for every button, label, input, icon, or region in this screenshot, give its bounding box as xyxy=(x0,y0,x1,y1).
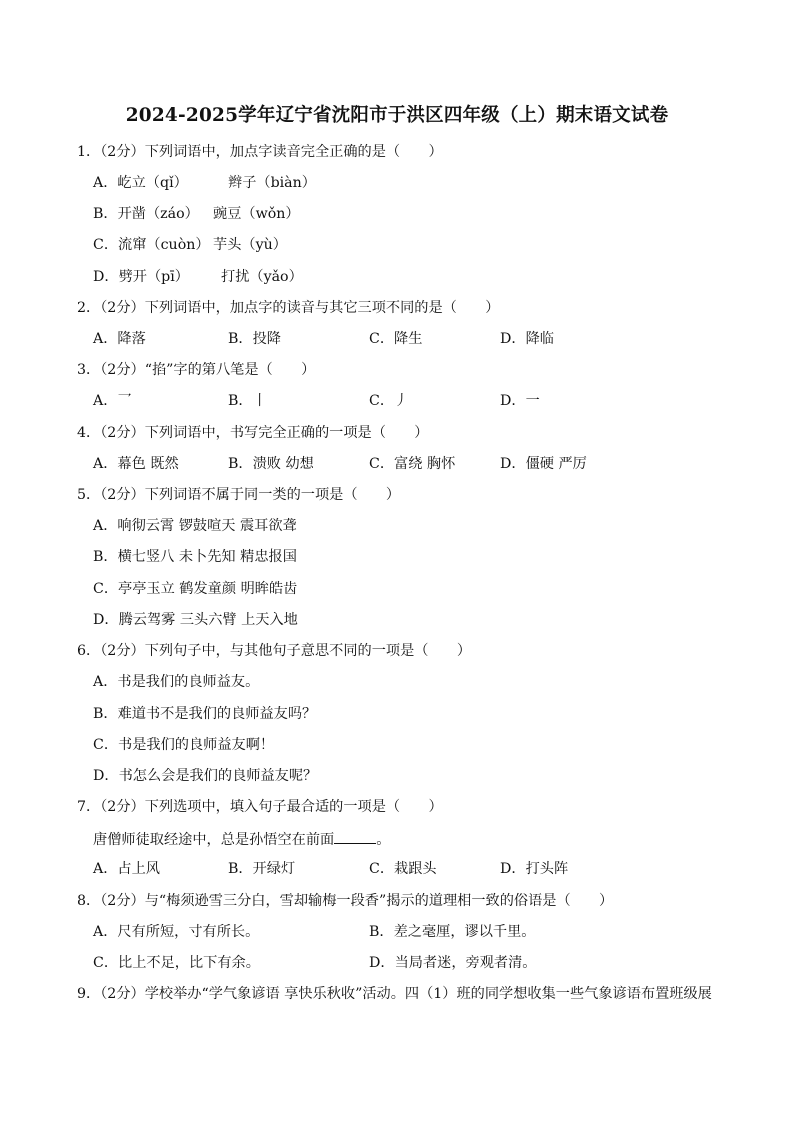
q7-option-c: C．栽跟头 xyxy=(369,861,437,877)
exam-title: 2024-2025学年辽宁省沈阳市于洪区四年级（上）期末语文试卷 xyxy=(125,105,669,126)
q1-option-d-word1: D．劈开（pī） xyxy=(93,269,189,285)
q4-option-d: D．僵硬 严厉 xyxy=(500,456,587,472)
q2-option-d: D．降临 xyxy=(500,331,554,347)
q6-option-d: D．书怎么会是我们的良师益友呢？ xyxy=(93,768,318,784)
q6-option-c: C．书是我们的良师益友啊！ xyxy=(93,737,275,753)
question-6-stem: 6．（2分）下列句子中，与其他句子意思不同的一项是（ ） xyxy=(77,643,472,659)
q5-option-b: B．横七竖八 未卜先知 精忠报国 xyxy=(93,549,297,565)
q6-option-b: B．难道书不是我们的良师益友吗？ xyxy=(93,706,317,722)
q4-option-c: C．富绕 胸怀 xyxy=(369,456,456,472)
question-4-stem: 4．（2分）下列词语中，书写完全正确的一项是（ ） xyxy=(77,425,429,441)
q7-sentence-after: 。 xyxy=(376,832,391,848)
q6-option-a: A．书是我们的良师益友。 xyxy=(93,674,260,690)
q5-option-a: A．响彻云霄 锣鼓喧天 震耳欲聋 xyxy=(93,518,297,534)
question-7-stem: 7．（2分）下列选项中，填入句子最合适的一项是（ ） xyxy=(77,799,443,815)
q2-option-a: A．降落 xyxy=(93,331,146,347)
question-2-stem: 2．（2分）下列词语中，加点字的读音与其它三项不同的是（ ） xyxy=(77,300,500,316)
question-5-stem: 5．（2分）下列词语不属于同一类的一项是（ ） xyxy=(77,487,401,503)
q7-option-a: A．占上风 xyxy=(93,861,160,877)
q4-option-b: B．溃败 幼想 xyxy=(228,456,314,472)
q1-option-a-word2: 辫子（biàn） xyxy=(228,175,316,191)
q2-option-c: C．降生 xyxy=(369,331,423,347)
q7-option-d: D．打头阵 xyxy=(500,861,569,877)
q1-option-c-word1: C．流窜（cuòn） xyxy=(93,237,210,253)
fill-in-blank xyxy=(334,829,376,844)
q1-option-c-word2: 芋头（yù） xyxy=(213,237,287,253)
q7-sentence-before: 唐僧师徒取经途中，总是孙悟空在前面 xyxy=(93,832,335,848)
question-8-stem: 8．（2分）与“梅须逊雪三分白，雪却输梅一段香”揭示的道理相一致的俗语是（ ） xyxy=(77,893,614,909)
question-3-stem: 3．（2分）“掐”字的第八笔是（ ） xyxy=(77,362,316,378)
q5-option-d: D．腾云驾雾 三头六臂 上天入地 xyxy=(93,612,298,628)
q8-option-c: C．比上不足，比下有余。 xyxy=(93,955,260,971)
question-1-stem: 1．（2分）下列词语中，加点字读音完全正确的是（ ） xyxy=(77,144,443,160)
q8-option-b: B．差之毫厘，谬以千里。 xyxy=(369,924,536,940)
q2-option-b: B．投降 xyxy=(228,331,281,347)
q3-option-c: C．丿 xyxy=(369,393,409,409)
q1-option-b-word1: B．开凿（záo） xyxy=(93,206,199,222)
q1-option-d-word2: 打扰（yǎo） xyxy=(221,269,303,285)
q3-option-d: D．一 xyxy=(500,393,540,409)
q1-option-a-word1: A．屹立（qǐ） xyxy=(93,175,188,191)
q7-option-b: B．开绿灯 xyxy=(228,861,296,877)
q8-option-d: D．当局者迷，旁观者清。 xyxy=(369,955,537,971)
q3-option-b: B．丨 xyxy=(228,393,267,409)
q4-option-a: A．幕色 既然 xyxy=(93,456,179,472)
q3-option-a: A．乛 xyxy=(93,393,132,409)
q5-option-c: C．亭亭玉立 鹤发童颜 明眸皓齿 xyxy=(93,581,298,597)
question-9-stem: 9．（2分）学校举办“学气象谚语 享快乐秋收”活动。四（1）班的同学想收集一些气象谚语布置班级展 xyxy=(77,986,712,1002)
q8-option-a: A．尺有所短，寸有所长。 xyxy=(93,924,260,940)
q1-option-b-word2: 豌豆（wǒn） xyxy=(213,206,300,222)
q7-sentence xyxy=(93,829,390,849)
